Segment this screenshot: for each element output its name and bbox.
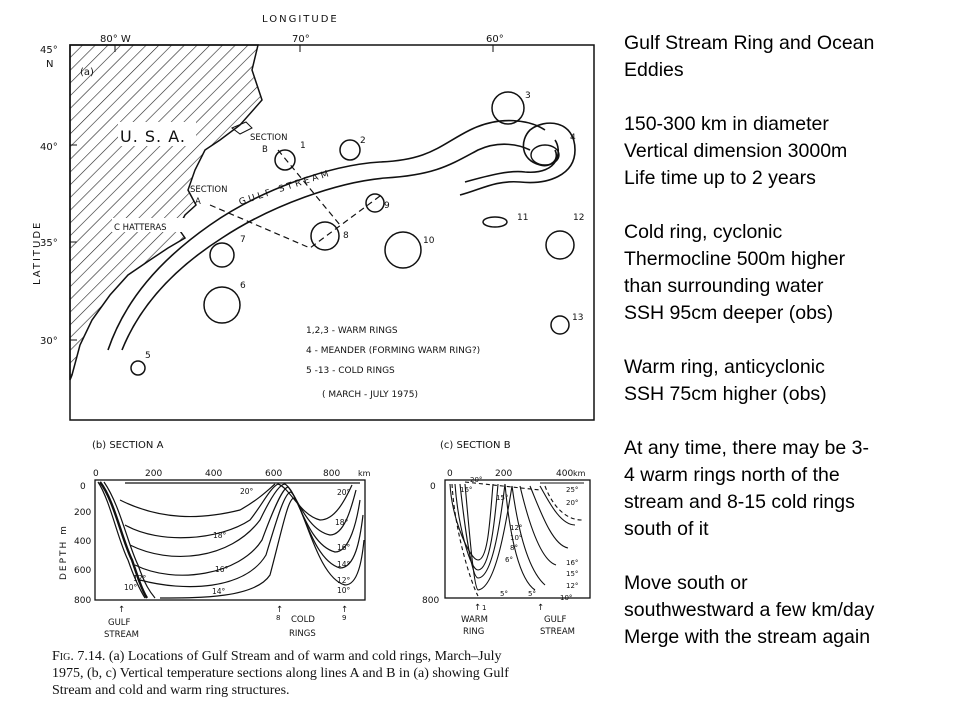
- panel-c-isotherm-20b: 20°: [566, 499, 579, 507]
- ring-number-9: 9: [384, 201, 390, 211]
- note-line: south of it: [624, 518, 709, 540]
- note-line: than surrounding water: [624, 275, 824, 297]
- panel-b-isotherm-10a: 10°: [124, 583, 138, 592]
- section-b-label-1: SECTION: [250, 133, 288, 143]
- panel-b-xtick-600: 600: [265, 469, 283, 479]
- panel-b-isotherm-14b: 14°: [337, 560, 351, 569]
- note-block: [624, 354, 958, 408]
- panel-c-xtick-400: 400: [556, 469, 574, 479]
- ring-number-10: 10: [423, 236, 435, 246]
- note-line: Vertical dimension 3000m: [624, 140, 848, 162]
- ring-number-7: 7: [240, 235, 246, 245]
- ring-number-11: 11: [517, 213, 529, 223]
- panel-b-x-unit: km: [358, 469, 371, 478]
- panel-b-isotherm-18a: 18°: [213, 531, 227, 540]
- note-block: [624, 111, 958, 192]
- usa-landmass: [70, 45, 262, 380]
- section-a-line: [210, 196, 380, 248]
- panel-b-arrow-9: ↑: [341, 605, 349, 615]
- figure-caption: [52, 648, 602, 699]
- panel-c-isotherm-6a: 6°: [505, 556, 513, 564]
- panel-b-isotherm-20b: 20°: [337, 488, 351, 497]
- panel-c-stream-label: STREAM: [540, 627, 576, 637]
- panel-b-xtick-200: 200: [145, 469, 163, 479]
- panel-b-isotherm-16b: 16°: [337, 543, 351, 552]
- panel-b-isotherm-10b: 10°: [337, 586, 351, 595]
- figure-caption-line-1: (a) Locations of Gulf Stream and of warm and cold rings, March–July: [108, 649, 502, 664]
- panel-c-isotherm-5b: 5°: [500, 590, 508, 598]
- legend-line-1: 1,2,3 - WARM RINGS: [306, 326, 398, 336]
- panel-b-ytick-0: 0: [80, 482, 86, 492]
- note-line: southwestward a few km/day: [624, 599, 875, 621]
- note-line: At any time, there may be 3-: [624, 437, 869, 459]
- lon-label-60: 60°: [486, 34, 504, 45]
- note-line: Move south or: [624, 572, 748, 594]
- panel-b-ytick-600: 600: [74, 566, 92, 576]
- section-a-label-2: A: [195, 197, 201, 207]
- figure-caption-line-3: Stream and cold and warm ring structures.: [52, 683, 290, 698]
- panel-c-xtick-0: 0: [447, 469, 453, 479]
- ring-number-3: 3: [525, 91, 531, 101]
- note-line: 4 warm rings north of the: [624, 464, 840, 486]
- panel-c-xtick-200: 200: [495, 469, 513, 479]
- panel-b-xtick-0: 0: [93, 469, 99, 479]
- panel-b-cold-label: COLD: [291, 615, 315, 625]
- note-line: Eddies: [624, 59, 684, 81]
- lon-label-80w: 80° W: [100, 34, 131, 45]
- figure-caption-label: Fig. 7.14.: [52, 649, 106, 664]
- note-line: Cold ring, cyclonic: [624, 221, 783, 243]
- legend-line-3: 5 -13 - COLD RINGS: [306, 366, 395, 376]
- panel-b-ytick-200: 200: [74, 508, 92, 518]
- panel-c-isotherm-10b: 10°: [560, 594, 573, 602]
- panel-b-arrow-gulf: ↑: [118, 605, 126, 615]
- panel-c-ring-label: RING: [463, 627, 485, 637]
- panel-c-isotherm-16a: 16°: [460, 486, 473, 494]
- panel-b-y-label: DEPTH m: [59, 524, 69, 580]
- panel-c-isotherm-10a: 10°: [510, 534, 523, 542]
- lat-label-45: 45°: [40, 45, 58, 56]
- panel-b-isotherm-12a: 12°: [133, 574, 147, 583]
- lat-label-30: 30°: [40, 336, 58, 347]
- panel-b-ytick-800: 800: [74, 596, 92, 606]
- panel-b-isotherm-12b: 12°: [337, 576, 351, 585]
- legend-line-2: 4 - MEANDER (FORMING WARM RING?): [306, 346, 481, 356]
- panel-c-warm-label: WARM: [461, 615, 488, 625]
- note-line: Gulf Stream Ring and Ocean: [624, 32, 875, 54]
- panel-c-isotherm-20a: 20°: [470, 476, 483, 484]
- note-line: stream and 8-15 cold rings: [624, 491, 855, 513]
- panel-c-x-unit: km: [573, 469, 586, 478]
- panel-c-isotherm-25: 25°: [566, 486, 579, 494]
- note-line: SSH 95cm deeper (obs): [624, 302, 834, 324]
- ring-number-4: 4: [570, 133, 576, 143]
- panel-c-isotherm-15b: 15°: [566, 570, 579, 578]
- ring-number-8: 8: [343, 231, 349, 241]
- panel-c-arrow-warm: ↑: [474, 603, 482, 613]
- latitude-title: LATITUDE: [32, 220, 43, 285]
- panel-c-ytick-0: 0: [430, 482, 436, 492]
- panel-c-arrow-gulf: ↑: [537, 603, 545, 613]
- panel-b-ytick-400: 400: [74, 537, 92, 547]
- panel-b-xtick-400: 400: [205, 469, 223, 479]
- panel-c-isotherm-15a: 15°: [496, 494, 509, 502]
- slide-notes: [624, 30, 958, 678]
- panel-b-isotherm-18b: 18°: [335, 518, 349, 527]
- ring-number-12: 12: [573, 213, 585, 223]
- panel-c-isotherm-8a: 8°: [510, 544, 518, 552]
- panel-b-stream-label: STREAM: [104, 630, 140, 640]
- panel-c-isotherm-12a: 12°: [510, 524, 523, 532]
- note-line: Warm ring, anticyclonic: [624, 356, 825, 378]
- lat-label-n: N: [46, 59, 54, 70]
- panel-c-isotherm-5a: 5°: [528, 590, 536, 598]
- gulf-stream-label: GULF STREAM: [237, 168, 333, 208]
- panel-b-isotherm-16a: 16°: [215, 565, 229, 574]
- lat-label-40: 40°: [40, 142, 58, 153]
- note-line: Life time up to 2 years: [624, 167, 816, 189]
- note-block: [624, 435, 958, 543]
- panel-b-rings-label: RINGS: [289, 629, 316, 639]
- legend-line-4: ( MARCH - JULY 1975): [322, 390, 418, 400]
- section-b-label-2: B: [262, 145, 268, 155]
- note-block: [624, 30, 958, 84]
- panel-b-arrow-8: ↑: [276, 605, 284, 615]
- panel-b-ring-8: 8: [276, 614, 281, 622]
- panel-b-isotherm-14a: 14°: [212, 587, 226, 596]
- panel-c-isotherm-16b: 16°: [566, 559, 579, 567]
- panel-b-ring-9: 9: [342, 614, 347, 622]
- panel-c-ytick-800: 800: [422, 596, 440, 606]
- panel-b-xtick-800: 800: [323, 469, 341, 479]
- panel-b-gulf-label: GULF: [108, 618, 131, 628]
- panel-c-isotherm-12b: 12°: [566, 582, 579, 590]
- note-line: Thermocline 500m higher: [624, 248, 846, 270]
- note-line: SSH 75cm higher (obs): [624, 383, 827, 405]
- note-line: Merge with the stream again: [624, 626, 871, 648]
- panel-c-title: (c) SECTION B: [440, 440, 511, 451]
- note-block: [624, 570, 958, 651]
- longitude-title: LONGITUDE: [262, 14, 339, 25]
- ring-number-5: 5: [145, 351, 151, 361]
- section-a-label-1: SECTION: [190, 185, 228, 195]
- lon-label-70: 70°: [292, 34, 310, 45]
- ring-number-2: 2: [360, 136, 366, 146]
- figure-caption-line-2: 1975, (b, c) Vertical temperature sections along lines A and B in (a) showing Gulf: [52, 666, 509, 681]
- ring-number-13: 13: [572, 313, 584, 323]
- panel-c-gulf-label: GULF: [544, 615, 567, 625]
- panel-b-isotherm-20a: 20°: [240, 487, 254, 496]
- panel-a-label: (a): [80, 67, 94, 78]
- usa-label: U. S. A.: [120, 127, 186, 146]
- ring-number-6: 6: [240, 281, 246, 291]
- ring-number-1: 1: [300, 141, 306, 151]
- note-block: [624, 219, 958, 327]
- cape-hatteras-label: C HATTERAS: [114, 223, 167, 233]
- lat-label-35: 35°: [40, 238, 58, 249]
- note-line: 150-300 km in diameter: [624, 113, 829, 135]
- panel-c-ring-1: 1: [482, 604, 487, 612]
- panel-b-title: (b) SECTION A: [92, 440, 164, 451]
